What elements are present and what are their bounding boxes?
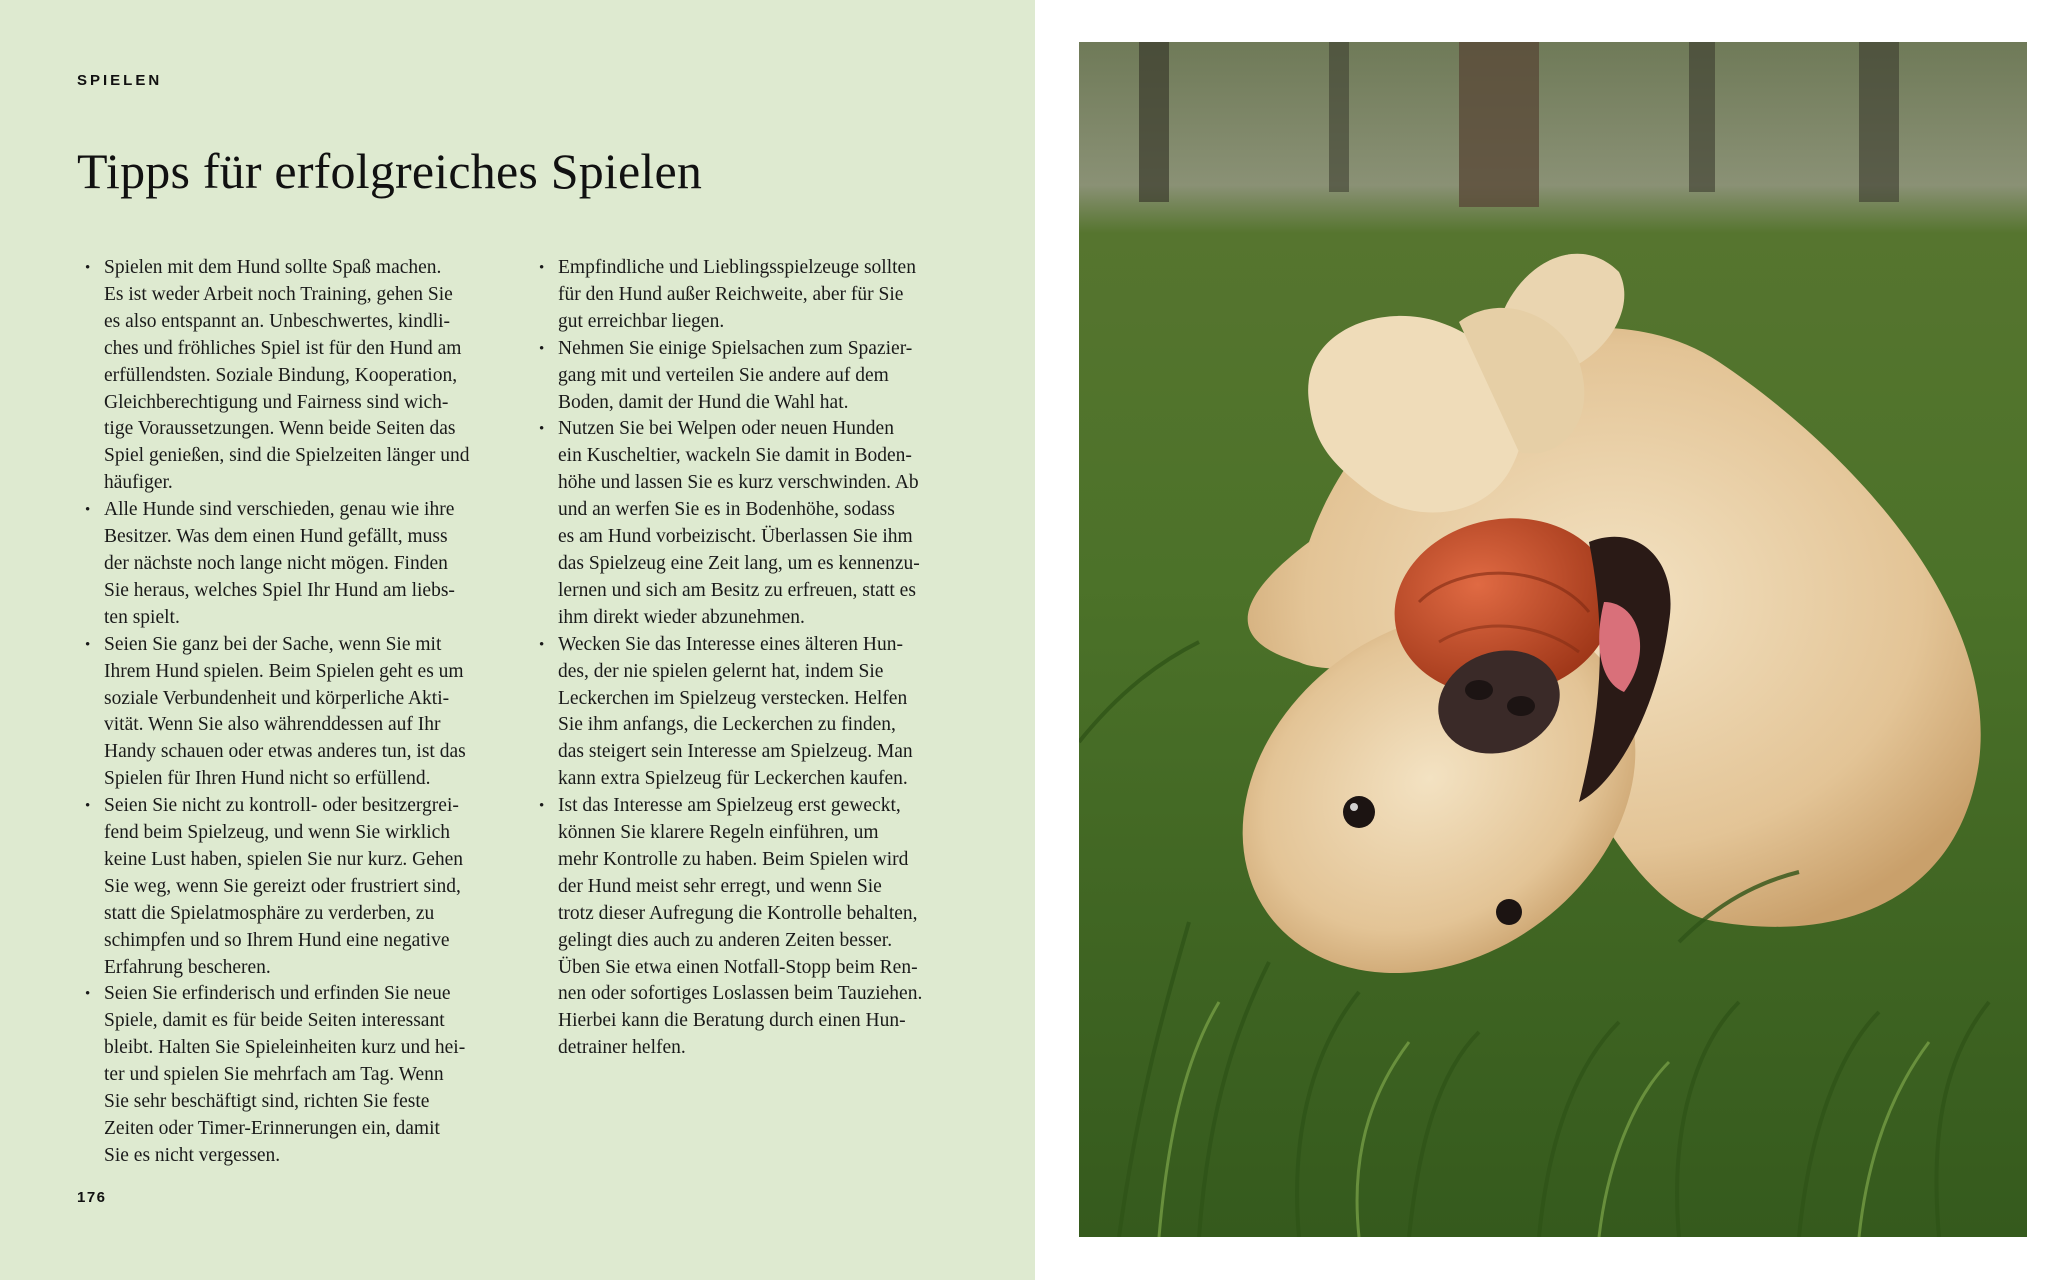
text-column-left [85,255,525,1170]
dog-photo [1079,42,2027,1237]
bullet-item [539,416,969,631]
bullet-line: Spiel genießen, sind die Spielzeiten länger und [104,445,470,467]
bullet-item [539,255,969,336]
bullet-line: häufiger. [104,472,173,494]
bullet-line: Spielen für Ihren Hund nicht so erfüllend. [104,768,431,790]
page-heading: Tipps für erfolgreiches Spielen [77,143,703,199]
bullet-line: es am Hund vorbeizischt. Überlassen Sie ihm [558,526,913,548]
bullet-line: erfüllendsten. Soziale Bindung, Kooperation, [104,364,458,386]
bullet-line: ten spielt. [104,606,180,628]
bullet-line: bleibt. Halten Sie Spieleinheiten kurz und hei- [104,1037,466,1059]
bullet-item [539,632,969,793]
bullet-line: Sie weg, wenn Sie gereizt oder frustriert sind, [104,875,461,897]
bullet-line: das Spielzeug eine Zeit lang, um es kennenzu- [558,552,920,574]
bullet-line: der Hund meist sehr erregt, und wenn Sie [558,875,882,897]
bullet-line: Sie es nicht vergessen. [104,1144,281,1166]
bullet-line: schimpfen und so Ihrem Hund eine negative [104,929,450,951]
bullet-line: Es ist weder Arbeit noch Training, gehen Sie [104,283,453,305]
bullet-line: Erfahrung bescheren. [104,956,271,978]
bullet-line: können Sie klarere Regeln einführen, um [558,822,879,844]
text-column-right [539,255,969,1062]
bullet-line: Sie ihm anfangs, die Leckerchen zu finden, [558,714,896,736]
bullet-line: der nächste noch lange nicht mögen. Finden [104,552,448,574]
bullet-line: keine Lust haben, spielen Sie nur kurz. Gehen [104,848,464,870]
bullet-line: des, der nie spielen gelernt hat, indem Sie [558,660,884,682]
bullet-item [85,255,525,497]
bullet-line: ches und fröhliches Spiel ist für den Hund am [104,337,462,359]
bullet-line: • Alle Hunde sind verschieden, genau wie ihre [104,499,455,521]
bullet-line: für den Hund außer Reichweite, aber für Sie [558,283,904,305]
bullet-line: Sie sehr beschäftigt sind, richten Sie feste [104,1091,430,1113]
bullet-line: • Ist das Interesse am Spielzeug erst geweckt, [558,795,901,817]
bullet-line: Leckerchen im Spielzeug verstecken. Helfen [558,687,908,709]
bullet-line: statt die Spielatmosphäre zu verderben, zu [104,902,435,924]
bullet-line: soziale Verbundenheit und körperliche Akti- [104,687,450,709]
bullet-line: • Nutzen Sie bei Welpen oder neuen Hunden [558,418,894,440]
bullet-line: gang mit und verteilen Sie andere auf dem [558,364,889,386]
bullet-item [85,981,525,1169]
bullet-line: Handy schauen oder etwas anderes tun, ist das [104,741,466,763]
bullet-line: vität. Wenn Sie also währenddessen auf Ihr [104,714,441,736]
bullet-item [85,632,525,793]
page-number: 176 [77,1189,107,1206]
bullet-line: nen oder sofortiges Loslassen beim Tauziehen. [558,983,923,1005]
bullet-line: Ihrem Hund spielen. Beim Spielen geht es um [104,660,464,682]
bullet-line: trotz dieser Aufregung die Kontrolle behalten, [558,902,918,924]
bullet-line: ihm direkt wieder abzunehmen. [558,606,805,628]
bullet-line: Besitzer. Was dem einen Hund gefällt, muss [104,526,448,548]
bullet-item [85,497,525,632]
dog-photo-illustration [1079,42,2027,1237]
bullet-line: Gleichberechtigung und Fairness sind wich- [104,391,449,413]
bullet-line: • Spielen mit dem Hund sollte Spaß machen. [104,257,442,278]
bullet-line: • Nehmen Sie einige Spielsachen zum Spazier- [558,337,913,359]
bullet-line: gelingt dies auch zu anderen Zeiten besser. [558,929,893,951]
bullet-line: • Wecken Sie das Interesse eines älteren Hun- [558,633,903,655]
bullet-line: das steigert sein Interesse am Spielzeug. Man [558,741,913,763]
bullet-line: detrainer helfen. [558,1037,686,1059]
bullet-line: • Empfindliche und Lieblingsspielzeuge sollten [558,257,916,278]
bullet-line: Zeiten oder Timer-Erinnerungen ein, damit [104,1118,440,1139]
bullet-line: • Seien Sie nicht zu kontroll- oder besitzergrei- [104,795,459,817]
bullet-item [85,793,525,981]
bullet-line: Üben Sie etwa einen Notfall-Stopp beim Ren- [558,956,918,978]
bullet-line: • Seien Sie ganz bei der Sache, wenn Sie mit [104,633,442,655]
bullet-line: Boden, damit der Hund die Wahl hat. [558,391,849,413]
bullet-line: Hierbei kann die Beratung durch einen Hun- [558,1010,906,1032]
bullet-item [539,793,969,1062]
bullet-line: gut erreichbar liegen. [558,310,725,332]
bullet-line: lernen und sich am Besitz zu erfreuen, statt es [558,579,916,601]
bullet-line: • Seien Sie erfinderisch und erfinden Sie neue [104,983,451,1005]
bullet-line: tige Voraussetzungen. Wenn beide Seiten das [104,418,456,440]
bullet-line: Sie heraus, welches Spiel Ihr Hund am liebs- [104,579,455,601]
bullet-line: und an werfen Sie es in Bodenhöhe, sodass [558,499,895,521]
section-label: SPIELEN [77,72,163,89]
bullet-line: ein Kuscheltier, wackeln Sie damit in Boden- [558,445,912,467]
bullet-line: kann extra Spielzeug für Leckerchen kaufen. [558,768,908,790]
bullet-line: ter und spielen Sie mehrfach am Tag. Wenn [104,1064,444,1086]
bullet-line: höhe und lassen Sie es kurz verschwinden. Ab [558,472,919,494]
bullet-item [539,336,969,417]
bullet-line: fend beim Spielzeug, und wenn Sie wirklich [104,822,451,844]
bullet-line: es also entspannt an. Unbeschwertes, kindli- [104,310,451,332]
bullet-line: Spiele, damit es für beide Seiten interessant [104,1010,445,1032]
bullet-line: mehr Kontrolle zu haben. Beim Spielen wird [558,848,909,870]
